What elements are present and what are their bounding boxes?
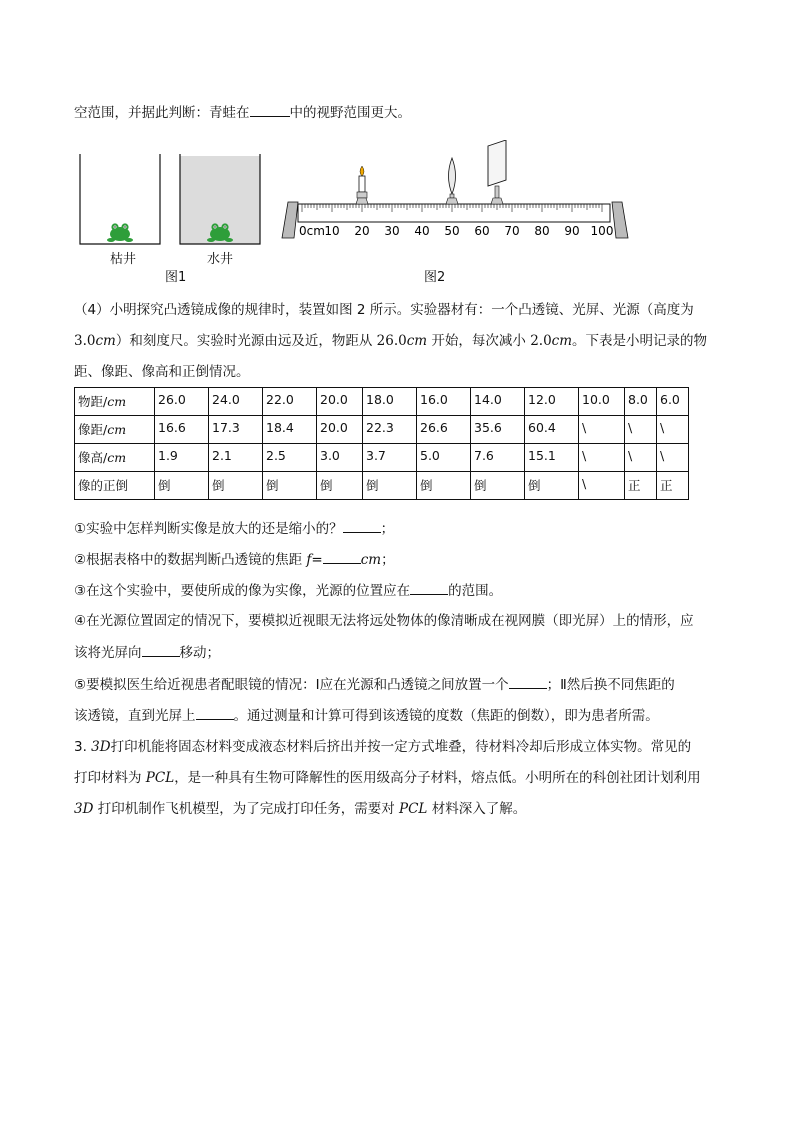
- table-cell: 倒: [263, 472, 317, 500]
- top-line-text-b: 中的视野范围更大。: [289, 105, 411, 121]
- row-label-text: 像距/: [78, 422, 108, 437]
- table-cell: \: [625, 416, 657, 444]
- q4-line-2: [74, 331, 707, 351]
- ruler-label: 100: [590, 224, 614, 238]
- table-cell: 60.4: [525, 416, 579, 444]
- table-cell: 10.0: [579, 388, 625, 416]
- row-label-text: 物距/: [78, 394, 108, 409]
- q3-text: 打印机制作飞机模型，为了完成打印任务，需要对: [93, 801, 400, 817]
- table-cell: \: [579, 472, 625, 500]
- table-row: [75, 444, 689, 472]
- row-label-unit: cm: [107, 422, 127, 437]
- table-cell: 14.0: [471, 388, 525, 416]
- figure-1-wells: [78, 152, 264, 248]
- ruler-label: 60: [474, 224, 490, 238]
- q3-pcl: PCL: [399, 801, 428, 817]
- q4-text: 开始，每次减小: [427, 333, 531, 349]
- table-cell: \: [625, 444, 657, 472]
- q3-3d: 3D: [91, 739, 111, 755]
- candle-icon: [356, 166, 368, 204]
- row-label-text: 像高/: [78, 450, 108, 465]
- equals-sign: =: [311, 552, 323, 568]
- sub-question-3: [74, 580, 502, 601]
- row-label: [75, 416, 155, 444]
- ruler-label: 90: [564, 224, 580, 238]
- table-cell: 22.0: [263, 388, 317, 416]
- sub-question-1: [74, 518, 394, 539]
- figure-2-optical-bench: [280, 140, 630, 240]
- table-cell: 16.6: [155, 416, 209, 444]
- q3-number: 3.: [74, 739, 92, 755]
- table-cell: 22.3: [363, 416, 417, 444]
- table-cell: 倒: [363, 472, 417, 500]
- top-line: [74, 102, 411, 123]
- table-cell: 26.6: [417, 416, 471, 444]
- table-cell: 正: [657, 472, 689, 500]
- table-cell: 7.6: [471, 444, 525, 472]
- q4-text: 。下表是小明记录的物: [572, 333, 708, 349]
- table-cell: 35.6: [471, 416, 525, 444]
- answer-blank[interactable]: [196, 705, 234, 720]
- answer-blank[interactable]: [142, 642, 180, 657]
- table-cell: 12.0: [525, 388, 579, 416]
- table-cell: 18.0: [363, 388, 417, 416]
- q3-text: ，是一种具有生物可降解性的医用级高分子材料，熔点低。小明所在的科创社团计划利用: [174, 770, 701, 786]
- table-cell: 5.0: [417, 444, 471, 472]
- table-cell: \: [657, 444, 689, 472]
- sub5-text: ⑤要模拟医生给近视患者配眼镜的情况：Ⅰ应在光源和凸透镜之间放置一个: [74, 677, 509, 693]
- table-cell: 倒: [417, 472, 471, 500]
- sub5-text-after: ；Ⅱ然后换不同焦距的: [546, 677, 675, 693]
- ruler-label-start: 0cm: [299, 224, 325, 238]
- sub2-text-after: ；: [381, 552, 395, 568]
- sub5-text-after: 。通过测量和计算可得到该透镜的度数（焦距的倒数），即为患者所需。: [233, 708, 659, 724]
- ruler-label: 50: [444, 224, 460, 238]
- table-row: [75, 388, 689, 416]
- data-table: [74, 387, 689, 500]
- row-label: [75, 388, 155, 416]
- sub-question-5-line-2: [74, 705, 659, 726]
- light-screen-icon: [488, 140, 506, 204]
- sub4-text: 该将光屏向: [74, 645, 142, 661]
- row-label: [75, 444, 155, 472]
- table-cell: \: [657, 416, 689, 444]
- unit-cm: cm: [406, 333, 428, 349]
- q4-step-value: 2.0: [530, 333, 552, 349]
- table-cell: 6.0: [657, 388, 689, 416]
- q3-line-1: [74, 737, 691, 757]
- table-cell: 20.0: [317, 388, 363, 416]
- table-row: [75, 416, 689, 444]
- sub-question-4-line-1: ④在光源位置固定的情况下，要模拟近视眼无法将远处物体的像清晰成在视网膜（即光屏）上的情形，应: [74, 613, 694, 629]
- answer-blank[interactable]: [509, 674, 547, 689]
- q3-3d: 3D: [74, 801, 94, 817]
- q3-line-2: [74, 768, 701, 788]
- row-label-unit: cm: [107, 394, 127, 409]
- table-row: [75, 472, 689, 500]
- table-cell: 2.5: [263, 444, 317, 472]
- q4-text: ）和刻度尺。实验时光源由远及近，物距从: [115, 333, 377, 349]
- ruler-label: 30: [384, 224, 400, 238]
- sub-question-2: [74, 549, 395, 570]
- table-cell: 18.4: [263, 416, 317, 444]
- sub3-text-after: 的范围。: [448, 583, 503, 599]
- table-cell: 倒: [209, 472, 263, 500]
- q4-height-value: 3.0: [74, 333, 96, 349]
- ruler-label: 70: [504, 224, 520, 238]
- table-cell: 正: [625, 472, 657, 500]
- sub2-text: ②根据表格中的数据判断凸透镜的焦距: [74, 552, 307, 568]
- ruler-label: 10: [324, 224, 340, 238]
- table-cell: 倒: [155, 472, 209, 500]
- q3-text: 打印机能将固态材料变成液态材料后挤出并按一定方式堆叠，待材料冷却后形成立体实物。常见的: [110, 739, 692, 755]
- focal-length-symbol: f: [306, 552, 312, 568]
- answer-blank[interactable]: [343, 518, 381, 533]
- sub1-text: ①实验中怎样判断实像是放大的还是缩小的？: [74, 521, 343, 537]
- q3-text: 打印材料为: [74, 770, 146, 786]
- convex-lens-icon: [446, 158, 458, 204]
- table-cell: 3.7: [363, 444, 417, 472]
- row-label-unit: cm: [107, 450, 127, 465]
- table-cell: 15.1: [525, 444, 579, 472]
- ruler-label: 20: [354, 224, 370, 238]
- sub5-text: 该透镜，直到光屏上: [74, 708, 196, 724]
- unit-cm: cm: [360, 552, 382, 568]
- top-line-text-a: 空范围，并据此判断：青蛙在: [74, 105, 250, 121]
- q3-line-3: [74, 799, 526, 819]
- table-cell: 倒: [471, 472, 525, 500]
- table-cell: 1.9: [155, 444, 209, 472]
- q4-start-distance: 26.0: [376, 333, 407, 349]
- figure-2-caption: 图2: [424, 270, 446, 285]
- sub1-text-after: ；: [380, 521, 395, 537]
- table-cell: 倒: [525, 472, 579, 500]
- table-cell: 8.0: [625, 388, 657, 416]
- table-cell: 17.3: [209, 416, 263, 444]
- figure-1-caption: 图1: [165, 270, 187, 285]
- unit-cm: cm: [551, 333, 573, 349]
- dry-well-label: 枯井: [110, 252, 137, 267]
- q3-text: 材料深入了解。: [427, 801, 527, 817]
- frog-icon: [107, 223, 133, 242]
- answer-blank[interactable]: [250, 102, 290, 117]
- table-cell: \: [579, 444, 625, 472]
- q3-pcl: PCL: [145, 770, 175, 786]
- row-label: [75, 472, 155, 500]
- table-cell: 24.0: [209, 388, 263, 416]
- unit-cm: cm: [95, 333, 116, 349]
- table-cell: 倒: [317, 472, 363, 500]
- q4-line-1: （4）小明探究凸透镜成像的规律时，装置如图 2 所示。实验器材有：一个凸透镜、光屏、光源（高度为: [74, 302, 694, 318]
- table-cell: 20.0: [317, 416, 363, 444]
- sub-question-4-line-2: [74, 642, 220, 663]
- ruler-label: 80: [534, 224, 550, 238]
- sub-question-5-line-1: [74, 674, 675, 695]
- water-well-label: 水井: [207, 252, 234, 267]
- ruler-label: 40: [414, 224, 430, 238]
- table-cell: 2.1: [209, 444, 263, 472]
- table-cell: \: [579, 416, 625, 444]
- answer-blank[interactable]: [410, 580, 448, 595]
- row-label-text: 像的正倒: [78, 478, 129, 493]
- table-cell: 16.0: [417, 388, 471, 416]
- answer-blank[interactable]: [323, 549, 361, 564]
- table-cell: 3.0: [317, 444, 363, 472]
- sub4-text-after: 移动；: [179, 645, 220, 661]
- table-cell: 26.0: [155, 388, 209, 416]
- sub3-text: ③在这个实验中，要使所成的像为实像，光源的位置应在: [74, 583, 411, 599]
- q4-line-3: 距、像距、像高和正倒情况。: [74, 364, 250, 380]
